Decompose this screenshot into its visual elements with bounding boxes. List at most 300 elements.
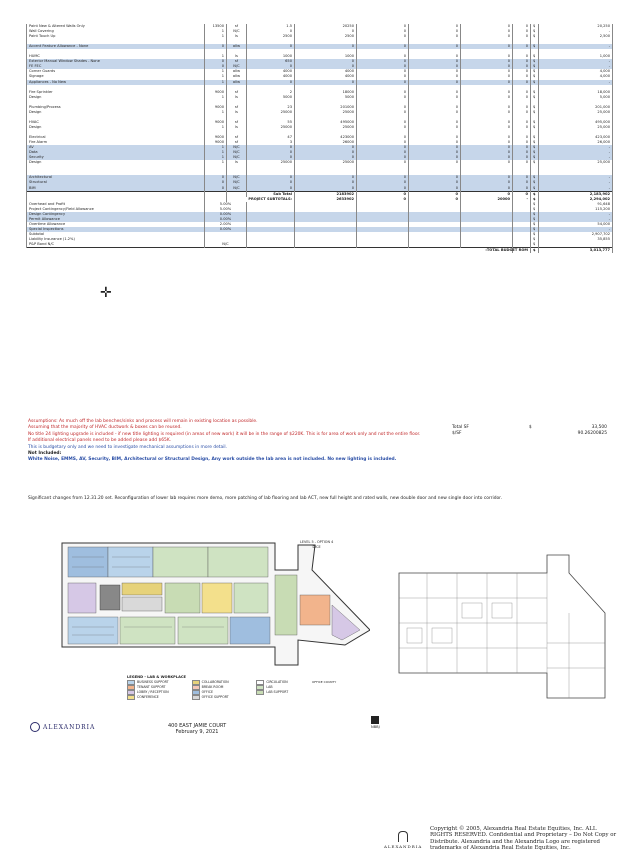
legend-label: BUSINESS SUPPORT — [137, 680, 169, 684]
project-subtotals-z1: 0 — [357, 197, 409, 202]
cell-currency: $ — [531, 44, 539, 49]
cell-rate: 0 — [247, 155, 295, 160]
summary-desc: P&P Bond N/C — [27, 242, 205, 248]
cell-z1: 0 — [357, 90, 409, 95]
cell-total: - — [539, 155, 613, 160]
cell-qty: 9000 — [205, 90, 227, 95]
cell-rate: 4000 — [247, 69, 295, 74]
sub-total-amount: 2183902 — [295, 191, 357, 197]
cell-rate: 25000 — [247, 110, 295, 115]
cell-amount: 0 — [295, 44, 357, 49]
cell-z4: 0 — [513, 145, 531, 150]
cell-desc: Design — [27, 160, 205, 165]
cell-amount: 0 — [295, 150, 357, 155]
plan-date: February 9, 2021 — [175, 729, 219, 735]
cell-currency: $ — [531, 105, 539, 110]
cell-amount: 0 — [295, 59, 357, 64]
total-budget-row — [27, 248, 613, 254]
cell-z4: 0 — [513, 54, 531, 59]
cell-z2: 0 — [409, 120, 461, 125]
cell-qty: 9000 — [205, 105, 227, 110]
cell-z4: 0 — [513, 69, 531, 74]
cell-desc: Plumbing/Process — [27, 105, 205, 110]
alexandria-emblem-icon — [30, 722, 40, 732]
sub-total-label: Sub Total — [247, 191, 295, 197]
cell-unit: N/C — [227, 186, 247, 192]
cell-currency: $ — [531, 140, 539, 145]
note-assumption-4: If additional electrical panels need to be added please add $65K. — [28, 438, 172, 444]
cell-currency: $ — [531, 69, 539, 74]
cell-desc: Structural — [27, 180, 205, 185]
cell-z4: 0 — [513, 125, 531, 130]
summary-currency: $ — [531, 242, 539, 248]
cell-amount: 4000 — [295, 69, 357, 74]
cell-currency: $ — [531, 186, 539, 192]
cell-currency: $ — [531, 24, 539, 29]
cell-z1: 0 — [357, 150, 409, 155]
cell-currency: $ — [531, 135, 539, 140]
summary-total: 91,648 — [539, 202, 613, 207]
note-assumption-1: Assumptions: As much off the lab benches/sinks and process will remain in existing location as possible. — [28, 419, 258, 424]
cell-total: - — [539, 59, 613, 64]
cell-z1: 0 — [357, 24, 409, 29]
cell-rate: 0 — [247, 29, 295, 34]
cell-total: - — [539, 180, 613, 185]
cell-z2: 0 — [409, 180, 461, 185]
cell-z4: 0 — [513, 140, 531, 145]
cell-unit: N/C — [227, 64, 247, 69]
legend-label: LAB SUPPORT — [266, 690, 289, 694]
cell-z1: 0 — [357, 135, 409, 140]
cell-amount: 201000 — [295, 105, 357, 110]
cell-unit: ls — [227, 34, 247, 39]
sub-total-z2: 0 — [409, 191, 461, 197]
cell-z3: 0 — [461, 69, 513, 74]
cell-desc: Fire Alarm — [27, 140, 205, 145]
cell-qty: 9000 — [205, 135, 227, 140]
cell-z3: 0 — [461, 24, 513, 29]
cell-desc: FE FEC — [27, 64, 205, 69]
cell-amount: 0 — [295, 180, 357, 185]
legend-swatch — [127, 695, 135, 700]
cell-currency: $ — [531, 120, 539, 125]
project-subtotals-row: PROJECT SUBTOTALS: 2633902 0 0 20000 - $ 2,294,002 — [27, 197, 613, 202]
summary-total: 115,200 — [539, 207, 613, 212]
cell-currency: $ — [531, 90, 539, 95]
legend-label: TENANT SUPPORT — [137, 685, 166, 689]
cell-rate: 4000 — [247, 74, 295, 79]
sub-total-z4: 0 — [513, 191, 531, 197]
cell-unit: allw — [227, 80, 247, 85]
cell-z3: 0 — [461, 29, 513, 34]
cell-currency: $ — [531, 125, 539, 130]
cell-z1: 0 — [357, 160, 409, 165]
cell-total: 4,000 — [539, 74, 613, 79]
cell-unit: ls — [227, 95, 247, 100]
summary-currency: $ — [531, 222, 539, 227]
legend-item — [192, 695, 253, 700]
summary-total: - — [539, 217, 613, 222]
cell-currency: $ — [531, 59, 539, 64]
plan-north-note-text: LEVEL 5 - OPTION 4 — [300, 540, 334, 544]
cell-unit: N/C — [227, 155, 247, 160]
alexandria-logo-text: ALEXANDRIA — [43, 723, 96, 731]
cell-rate: 3 — [247, 140, 295, 145]
cell-z2: 0 — [409, 80, 461, 85]
cell-z3: 0 — [461, 54, 513, 59]
cell-amount: 25000 — [295, 125, 357, 130]
budget-subtotals — [27, 191, 613, 202]
cell-currency: $ — [531, 160, 539, 165]
project-subtotals-amount: 2633902 — [295, 197, 357, 202]
cell-z2: 0 — [409, 34, 461, 39]
cell-z4: 0 — [513, 59, 531, 64]
cell-unit: sf — [227, 135, 247, 140]
cell-desc: Wall Covering — [27, 29, 205, 34]
cell-total: - — [539, 44, 613, 49]
cell-desc: HVAC — [27, 120, 205, 125]
cell-z2: 0 — [409, 150, 461, 155]
cell-unit: sf — [227, 24, 247, 29]
cell-z1: 0 — [357, 145, 409, 150]
cell-unit: ls — [227, 54, 247, 59]
cell-z4: 0 — [513, 160, 531, 165]
cell-z3: 0 — [461, 74, 513, 79]
cell-rate: 0 — [247, 44, 295, 49]
legend-label: OFFICE SUPPORT — [201, 695, 229, 699]
cell-unit: ls — [227, 125, 247, 130]
cell-total: 495,000 — [539, 120, 613, 125]
summary-pct: 0.00% — [205, 212, 247, 217]
cell-z4: 0 — [513, 155, 531, 160]
total-budget-value: 3,013,777 — [539, 248, 613, 254]
cell-total: 423,000 — [539, 135, 613, 140]
cell-z3: 0 — [461, 150, 513, 155]
plan-north-note-text2: DICE — [312, 544, 321, 549]
cell-z2: 0 — [409, 44, 461, 49]
summary-currency: $ — [531, 217, 539, 222]
cell-amount: 26000 — [295, 140, 357, 145]
cell-rate: 25000 — [247, 125, 295, 130]
cell-desc: Appliances - No New — [27, 80, 205, 85]
summary-currency: $ — [531, 202, 539, 207]
cell-qty: 13500 — [205, 24, 227, 29]
summary-total: 2,907,702 — [539, 232, 613, 237]
sub-total-row: Sub Total 2183902 0 0 0 0 $ 2,183,902 — [27, 191, 613, 197]
cell-rate: 0 — [247, 175, 295, 180]
cell-desc: Paint New & Altered Walls Only — [27, 24, 205, 29]
cell-qty: 0 — [205, 175, 227, 180]
floor-plan-lines — [397, 553, 607, 703]
significant-changes: Significant changes from 12.31.20 set. Reconfiguration of lower lab requires more demo, more patching of lab flooring and lab ACT, new full height and rated walls, new double door and new single door into corridor. — [28, 496, 502, 501]
cell-amount: 25000 — [295, 110, 357, 115]
cell-amount: 18000 — [295, 90, 357, 95]
cell-z1: 0 — [357, 125, 409, 130]
cell-z2: 0 — [409, 74, 461, 79]
cell-desc: AV — [27, 145, 205, 150]
cell-z3: 0 — [461, 34, 513, 39]
cell-qty: 1 — [205, 29, 227, 34]
cell-z1: 0 — [357, 44, 409, 49]
cell-qty: 1 — [205, 150, 227, 155]
alexandria-footer-emblem-icon — [398, 831, 408, 842]
cell-z1: 0 — [357, 64, 409, 69]
cell-z4: 0 — [513, 34, 531, 39]
cell-z1: 0 — [357, 80, 409, 85]
plan-north-note — [300, 540, 333, 549]
floor-plan-colored — [60, 535, 370, 685]
cell-z4: 0 — [513, 175, 531, 180]
summary-pct: 5.00% — [205, 202, 247, 207]
cell-qty: 1 — [205, 110, 227, 115]
legend-label: LAB — [266, 685, 273, 689]
cell-currency: $ — [531, 54, 539, 59]
legend-swatch — [192, 695, 200, 700]
budget-body — [27, 24, 613, 191]
project-subtotals-label: PROJECT SUBTOTALS: — [227, 197, 295, 202]
cell-total: 25,000 — [539, 125, 613, 130]
cell-desc: Fire Sprinkler — [27, 90, 205, 95]
cell-qty: 1 — [205, 80, 227, 85]
cell-z4: 0 — [513, 44, 531, 49]
cell-rate: 1.5 — [247, 24, 295, 29]
note-assumption-3: No title 24 lighting upgrade is included - if new title lighting is required (in areas of new work) it will be in the range of $220K. This is for area of work only and not the entire floor. — [28, 431, 421, 437]
cell-z2: 0 — [409, 175, 461, 180]
project-subtotals-z2: 0 — [409, 197, 461, 202]
project-subtotals-z3: 20000 — [461, 197, 513, 202]
summary-pct: N/C — [205, 242, 247, 248]
cell-amount: 1000 — [295, 54, 357, 59]
budget-table — [26, 24, 613, 253]
note-budgetary: This is budgetary only and we need to investigate mechanical assumptions in more detail. — [28, 444, 228, 450]
cell-total: 1,000 — [539, 54, 613, 59]
total-sf-value: 33,500 — [591, 425, 607, 430]
summary-desc: Special Inspections — [27, 227, 205, 232]
cell-z2: 0 — [409, 59, 461, 64]
cell-z2: 0 — [409, 69, 461, 74]
cell-rate: 0 — [247, 145, 295, 150]
cell-rate: 47 — [247, 135, 295, 140]
cell-amount: 20250 — [295, 24, 357, 29]
cell-rate: 0 — [247, 186, 295, 192]
cell-z1: 0 — [357, 54, 409, 59]
cell-z1: 0 — [357, 175, 409, 180]
total-sf-label: Total SF — [452, 425, 469, 430]
legend-label: CONFERENCE — [137, 695, 159, 699]
summary-currency: $ — [531, 212, 539, 217]
cell-amount: 0 — [295, 64, 357, 69]
legend-grid — [127, 680, 317, 700]
cell-qty: 1 — [205, 69, 227, 74]
cell-amount: 0 — [295, 155, 357, 160]
cell-z2: 0 — [409, 29, 461, 34]
cell-qty: 0 — [205, 59, 227, 64]
sub-total-z3: 0 — [461, 191, 513, 197]
cell-desc: Design — [27, 125, 205, 130]
summary-total: - — [539, 212, 613, 217]
cell-z4: 0 — [513, 180, 531, 185]
psf-label: $/SF — [452, 431, 462, 437]
cell-z4: 0 — [513, 24, 531, 29]
cell-z3: 0 — [461, 155, 513, 160]
cell-z3: 0 — [461, 140, 513, 145]
cell-qty: 1 — [205, 155, 227, 160]
cell-unit: allw — [227, 74, 247, 79]
plan-legend — [127, 675, 317, 700]
cell-z4: 0 — [513, 90, 531, 95]
cell-amount: 2500 — [295, 34, 357, 39]
cell-z2: 0 — [409, 24, 461, 29]
cell-unit: N/C — [227, 145, 247, 150]
cell-rate: 2500 — [247, 34, 295, 39]
cell-rate: 1000 — [247, 54, 295, 59]
cell-z1: 0 — [357, 59, 409, 64]
cell-desc: Corner Guards — [27, 69, 205, 74]
cell-qty: 0 — [205, 186, 227, 192]
cell-qty: 9000 — [205, 120, 227, 125]
cell-rate: 55 — [247, 120, 295, 125]
cell-z1: 0 — [357, 105, 409, 110]
cell-z3: 0 — [461, 44, 513, 49]
summary-total: 35,855 — [539, 237, 613, 242]
cell-z2: 0 — [409, 135, 461, 140]
cell-currency: $ — [531, 150, 539, 155]
nbbj-text: NBBJ — [371, 725, 380, 729]
cell-desc: Architectural — [27, 175, 205, 180]
cell-total: - — [539, 64, 613, 69]
cell-z4: 0 — [513, 74, 531, 79]
legend-label: BREAK ROOM — [201, 685, 224, 689]
summary-desc: Overhead and Profit — [27, 202, 205, 207]
legend-title: LEGEND - LAB & WORKPLACE — [127, 675, 186, 679]
summary-pct: 5.00% — [205, 207, 247, 212]
cell-z4: 0 — [513, 110, 531, 115]
move-cursor-icon: ✛ — [100, 285, 112, 301]
cell-amount: 0 — [295, 186, 357, 192]
cell-z1: 0 — [357, 69, 409, 74]
cell-z3: 0 — [461, 120, 513, 125]
note-not-included-title: Not Included: — [28, 451, 62, 457]
cell-unit: allw — [227, 69, 247, 74]
summary-desc: Design Contingency — [27, 212, 205, 217]
cell-rate: 650 — [247, 59, 295, 64]
cell-z2: 0 — [409, 140, 461, 145]
cell-z3: 0 — [461, 160, 513, 165]
cell-total: 201,000 — [539, 105, 613, 110]
cell-unit: N/C — [227, 150, 247, 155]
cell-qty: 0 — [205, 64, 227, 69]
cell-total: 26,000 — [539, 140, 613, 145]
cell-z2: 0 — [409, 155, 461, 160]
cell-z1: 0 — [357, 110, 409, 115]
cell-unit: sf — [227, 120, 247, 125]
cell-z4: 0 — [513, 135, 531, 140]
cell-z4: 0 — [513, 186, 531, 192]
cell-z1: 0 — [357, 34, 409, 39]
plan-office-note: OFFICE COUNTY — [312, 680, 337, 684]
psf-value: 90.26200825 — [577, 431, 607, 437]
cell-qty: 0 — [205, 180, 227, 185]
cell-z4: 0 — [513, 95, 531, 100]
cell-z3: 0 — [461, 80, 513, 85]
cell-qty: 1 — [205, 95, 227, 100]
cell-z1: 0 — [357, 186, 409, 192]
summary-currency: $ — [531, 237, 539, 242]
summary-desc: Project Contingency/Field Allowance — [27, 207, 205, 212]
summary-pct: 0.00% — [205, 227, 247, 232]
cell-desc: Design — [27, 95, 205, 100]
cell-qty: 1 — [205, 54, 227, 59]
cell-amount: 4000 — [295, 74, 357, 79]
cell-total: 25,000 — [539, 110, 613, 115]
cell-currency: $ — [531, 74, 539, 79]
cell-z3: 0 — [461, 59, 513, 64]
cell-currency: $ — [531, 155, 539, 160]
cell-desc: Accent Feature Allowance - None — [27, 44, 205, 49]
cell-z2: 0 — [409, 145, 461, 150]
cell-qty: 1 — [205, 145, 227, 150]
cell-amount: 0 — [295, 80, 357, 85]
cell-z1: 0 — [357, 155, 409, 160]
project-subtotals-total: 2,294,002 — [539, 197, 613, 202]
cell-qty: 1 — [205, 125, 227, 130]
summary-pct: 2.00% — [205, 222, 247, 227]
cell-z3: 0 — [461, 105, 513, 110]
cell-z4: 0 — [513, 29, 531, 34]
cell-total: 20,250 — [539, 24, 613, 29]
cell-z4: 0 — [513, 80, 531, 85]
cell-total: 4,000 — [539, 69, 613, 74]
cell-z3: 0 — [461, 64, 513, 69]
sub-total-total: 2,183,902 — [539, 191, 613, 197]
legend-swatch — [256, 690, 264, 695]
cell-currency: $ — [531, 180, 539, 185]
cell-desc: Exterior Manual Window Shades - None — [27, 59, 205, 64]
sub-total-z1: 0 — [357, 191, 409, 197]
cell-z4: 0 — [513, 150, 531, 155]
cell-desc: HUMC — [27, 54, 205, 59]
alexandria-logo — [30, 722, 95, 732]
cell-z2: 0 — [409, 90, 461, 95]
cell-z3: 0 — [461, 175, 513, 180]
note-assumption-2: Assuming that the majority of HVAC ductwork & boxes can be reused. — [28, 425, 182, 431]
total-budget-label: TOTAL BUDGET ROM: — [513, 248, 531, 254]
cell-amount: 423000 — [295, 135, 357, 140]
cell-unit: sf — [227, 105, 247, 110]
cell-rate: 2 — [247, 90, 295, 95]
cell-amount: 0 — [295, 175, 357, 180]
note-not-included: White Noise, EMMS, AV, Security, BIM, Architectural or Structural Design, Any work outside the lab area is not included. No new lighting is included. — [28, 457, 397, 463]
cell-z2: 0 — [409, 160, 461, 165]
cell-z3: 0 — [461, 110, 513, 115]
cell-z4: 0 — [513, 105, 531, 110]
cell-total: - — [539, 150, 613, 155]
alexandria-footer-logo — [384, 831, 422, 849]
cell-rate: 23 — [247, 105, 295, 110]
cell-currency: $ — [531, 175, 539, 180]
cell-total: - — [539, 29, 613, 34]
cell-z2: 0 — [409, 105, 461, 110]
cell-unit: N/C — [227, 175, 247, 180]
totals-side — [452, 425, 607, 438]
cell-currency: $ — [531, 95, 539, 100]
cell-qty: 1 — [205, 34, 227, 39]
cell-amount: 0 — [295, 29, 357, 34]
cell-rate: 0 — [247, 80, 295, 85]
cell-z2: 0 — [409, 186, 461, 192]
cell-unit: N/C — [227, 29, 247, 34]
cell-z1: 0 — [357, 95, 409, 100]
